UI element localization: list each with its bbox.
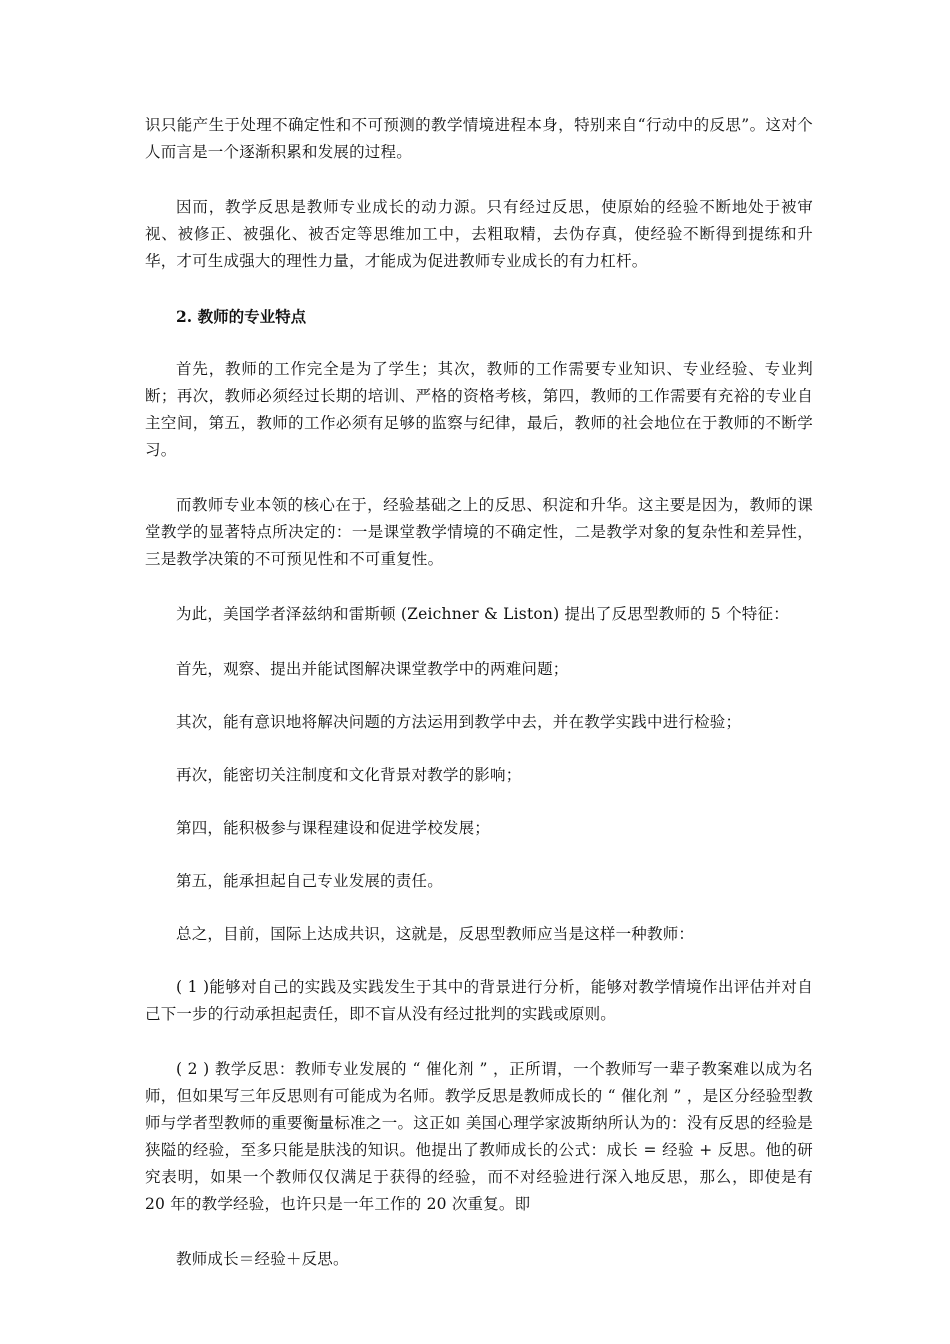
- paragraph-first-features: 首先，教师的工作完全是为了学生；其次，教师的工作需要专业知识、专业经验、专业判断；再次，教师必须经过长期的培训、严格的资格考核，第四，教师的工作需要有充裕的专业自主空间，第五，教师的工作必须有足够的监察与纪律，最后，教师的社会地位在于教师的不断学习。: [145, 360, 813, 459]
- paragraph-core: 而教师专业本领的核心在于，经验基础之上的反思、积淀和升华。这主要是因为，教师的课堂教学的显著特点所决定的：一是课堂教学情境的不确定性，二是教学对象的复杂性和差异性，三是教学决策的不可预见性和不可重复性。: [145, 496, 813, 568]
- list-item-1: 首先，观察、提出并能试图解决课堂教学中的两难问题；: [176, 660, 569, 678]
- paragraph-zeichner: 为此，美国学者泽兹纳和雷斯顿 (Zeichner & Liston) 提出了反思型教师的 5 个特征：: [176, 605, 789, 623]
- document-page: [145, 112, 813, 1301]
- list-item-5: 第五，能承担起自己专业发展的责任。: [176, 872, 443, 890]
- section-heading-teacher-features: 2. 教师的专业特点: [176, 307, 307, 326]
- list-item-2: 其次，能有意识地将解决问题的方法运用到教学中去，并在教学实践中进行检验；: [176, 713, 742, 731]
- paragraph-consensus: 总之，目前，国际上达成共识，这就是，反思型教师应当是这样一种教师：: [176, 925, 695, 943]
- paragraph-reflection-power: 因而，教学反思是教师专业成长的动力源。只有经过反思，使原始的经验不断地处于被审视、被修正、被强化、被否定等思维加工中，去粗取精，去伪存真，使经验不断得到提练和升华，才可生成强大的理性力量，才能成为促进教师专业成长的有力杠杆。: [145, 198, 813, 270]
- list-item-4: 第四，能积极参与课程建设和促进学校发展；: [176, 819, 491, 837]
- paragraph-point-1: ( 1 )能够对自己的实践及实践发生于其中的背景进行分析，能够对教学情境作出评估并对自己下一步的行动承担起责任，即不盲从没有经过批判的实践或原则。: [145, 978, 813, 1023]
- paragraph-formula: 教师成长＝经验＋反思。: [176, 1250, 349, 1268]
- list-item-3: 再次，能密切关注制度和文化背景对教学的影响；: [176, 766, 522, 784]
- paragraph-point-2: ( 2 ) 教学反思：教师专业发展的 “ 催化剂 ” ，正所谓，一个教师写一辈子教案难以成为名师，但如果写三年反思则有可能成为名师。教学反思是教师成长的 “ 催化剂 ” ，是区分经验型教师与学者型教师的重要衡量标准之一。这正如 美国心理学家波斯纳所认为的：没有反思的经验是狭隘的经验，至多只能是肤浅的知识。他提出了教师成长的公式：成长 = 经验 + 反思。他的研究表明，如果一个教师仅仅满足于获得的经验，而不对经验进行深入地反思，那么，即使是有 20 年的教学经验，也许只是一年工作的 20 次重复。即: [145, 1060, 813, 1213]
- paragraph-continuation: 识只能产生于处理不确定性和不可预测的教学情境进程本身，特别来自“行动中的反思”。这对个人而言是一个逐渐积累和发展的过程。: [145, 116, 813, 161]
